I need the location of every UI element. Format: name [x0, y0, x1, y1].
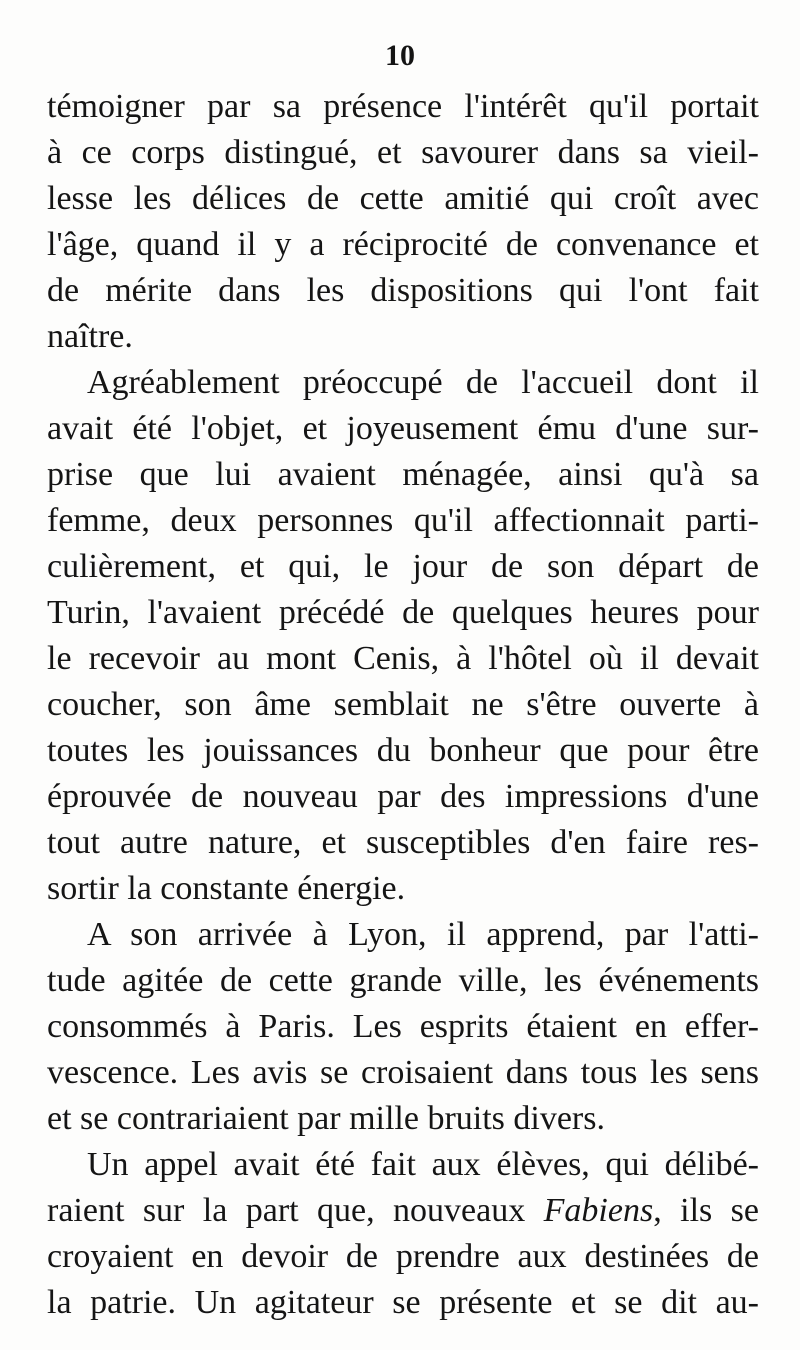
- text-line: tout autre nature, et susceptibles d'en faire res-: [47, 824, 759, 861]
- text-line: l'âge, quand il y a réciprocité de convenance et: [47, 226, 759, 263]
- text-line: le recevoir au mont Cenis, à l'hôtel où il devait: [47, 640, 759, 677]
- body-text: [47, 84, 759, 1326]
- text-line: culièrement, et qui, le jour de son départ de: [47, 548, 759, 585]
- text-line: lesse les délices de cette amitié qui croît avec: [47, 180, 759, 217]
- text-line: tude agitée de cette grande ville, les événements: [47, 962, 759, 999]
- paragraph: [47, 360, 759, 912]
- text-line: consommés à Paris. Les esprits étaient en effer-: [47, 1008, 759, 1045]
- text-line: avait été l'objet, et joyeusement ému d'une sur-: [47, 410, 759, 447]
- text-line: à ce corps distingué, et savourer dans sa vieil-: [47, 134, 759, 171]
- text-fragment: , ils se: [653, 1192, 759, 1229]
- text-line: croyaient en devoir de prendre aux destinées de: [47, 1238, 759, 1275]
- text-line: et se contrariaient par mille bruits divers.: [47, 1100, 605, 1137]
- text-line: A son arrivée à Lyon, il apprend, par l'atti-: [87, 916, 759, 953]
- text-line: la patrie. Un agitateur se présente et se dit au-: [47, 1284, 759, 1321]
- text-line: Un appel avait été fait aux élèves, qui délibé-: [87, 1146, 759, 1183]
- text-line: toutes les jouissances du bonheur que pour être: [47, 732, 759, 769]
- text-line: vescence. Les avis se croisaient dans tous les sens: [47, 1054, 759, 1091]
- page-number: 10: [385, 39, 415, 72]
- text-line: coucher, son âme semblait ne s'être ouverte à: [47, 686, 759, 723]
- text-line: prise que lui avaient ménagée, ainsi qu'à sa: [47, 456, 759, 493]
- text-line: éprouvée de nouveau par des impressions d'une: [47, 778, 759, 815]
- text-line: témoigner par sa présence l'intérêt qu'il portait: [47, 88, 759, 125]
- paragraph: [47, 84, 759, 360]
- paragraph: [47, 912, 759, 1142]
- text-line: sortir la constante énergie.: [47, 870, 406, 907]
- text-line: Agréablement préoccupé de l'accueil dont il: [87, 364, 759, 401]
- paragraph: [47, 1142, 759, 1326]
- text-line: naître.: [47, 318, 133, 355]
- text-line: femme, deux personnes qu'il affectionnait parti-: [47, 502, 759, 539]
- text-fragment: raient sur la part que, nouveaux: [47, 1192, 544, 1229]
- text-line: [47, 1188, 759, 1234]
- italic-word: Fabiens: [543, 1192, 654, 1229]
- text-line: Turin, l'avaient précédé de quelques heures pour: [47, 594, 759, 631]
- text-line: de mérite dans les dispositions qui l'ont fait: [47, 272, 759, 309]
